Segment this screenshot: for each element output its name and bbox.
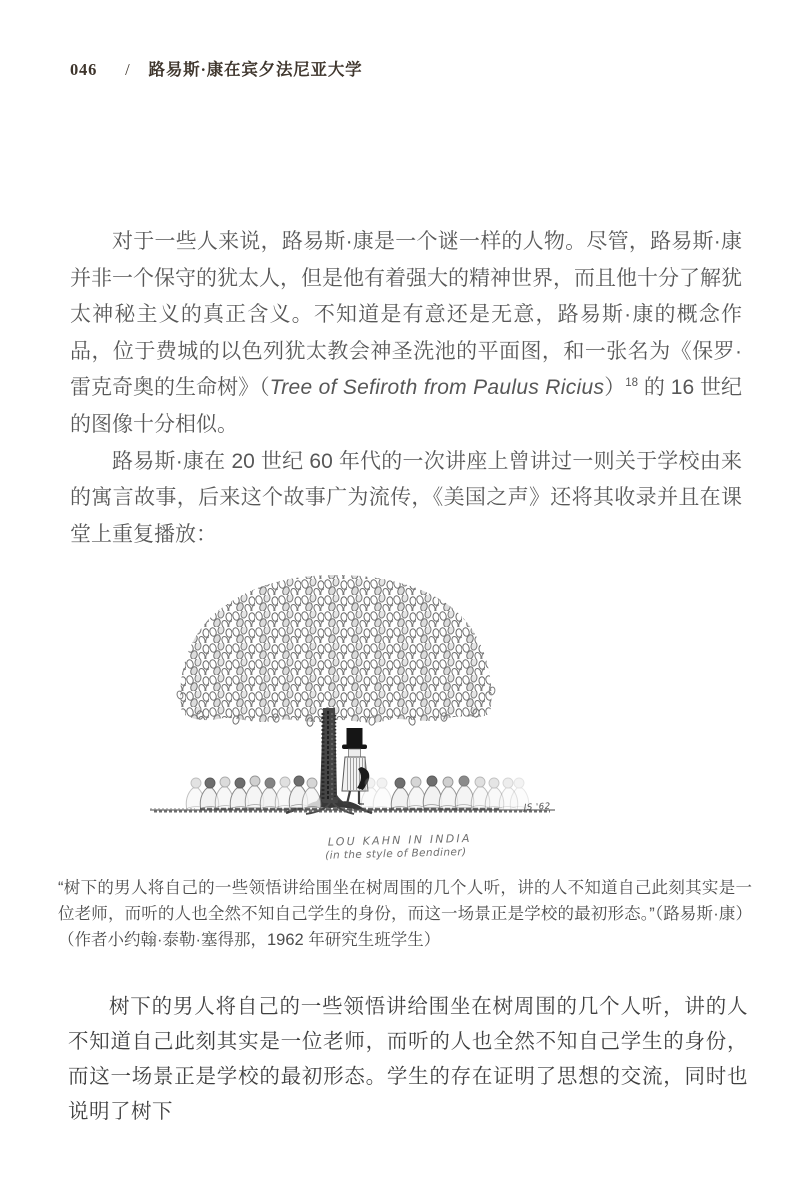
header-separator: / — [125, 60, 131, 79]
closing-paren: ） — [604, 376, 626, 400]
handwritten-line-2: (in the style of Bendiner) — [325, 846, 467, 862]
seated-listeners-left — [186, 776, 321, 810]
tree-illustration-figure — [140, 563, 610, 865]
latin-book-title: Tree of Sefiroth from Paulus Ricius — [269, 376, 605, 400]
paragraph-2: 路易斯·康在 20 世纪 60 年代的一次讲座上曾讲过一则关于学校由来的寓言故事，后来这个故事广为流传，《美国之声》还将其收录并且在课堂上重复播放： — [70, 449, 742, 546]
page-number: 046 — [70, 60, 98, 79]
tree-canopy — [176, 575, 496, 726]
faint-sketch-figures — [361, 778, 392, 810]
paragraph-1-text: 对于一些人来说，路易斯·康是一个谜一样的人物。尽管，路易斯·康并非一个保守的犹太人，但是他有着强大的精神世界，而且他十分了解犹太神秘主义的真正含义。不知道是有意还是无意，路易斯·康的概念作品，位于费城的以色列犹太教会神圣洗池的平面图，和一张名为《保罗·雷克奇奥的生命树》（ — [70, 230, 742, 400]
handwritten-caption — [325, 832, 472, 862]
figure-caption-block — [58, 876, 752, 953]
body-text — [70, 224, 742, 553]
footnote-marker: 18 — [625, 377, 639, 390]
caption-attribution: （路易斯·康）（作者小约翰·泰勒·塞得那，1962 年研究生班学生） — [58, 904, 752, 949]
seated-listeners-right — [391, 776, 529, 810]
tree-sketch-svg — [140, 563, 610, 865]
chapter-title: 路易斯·康在宾夕法尼亚大学 — [148, 60, 363, 79]
quoted-passage — [68, 990, 748, 1130]
handwritten-line-1: LOU KAHN IN INDIA — [327, 831, 472, 849]
paragraph-1 — [70, 224, 742, 444]
paragraph-1-tail: 的 16 世纪的图像十分相似。 — [70, 376, 742, 436]
caption-quote: “树下的男人将自己的一些领悟讲给围坐在树周围的几个人听，讲的人不知道自己此刻其实是一位老师，而听的人也全然不知自己学生的身份，而这一场景正是学校的最初形态。” — [58, 879, 752, 923]
paragraph-3: 树下的男人将自己的一些领悟讲给围坐在树周围的几个人听，讲的人不知道自己此刻其实是一位老师，而听的人也全然不知自己学生的身份，而这一场景正是学校的最初形态。学生的存在证明了思想的交流，同时也说明了树下 — [68, 996, 748, 1123]
ground-line — [150, 809, 555, 812]
figure-caption-text — [58, 876, 752, 953]
page-header — [70, 56, 750, 80]
artist-signature: JS '62 — [523, 801, 551, 813]
